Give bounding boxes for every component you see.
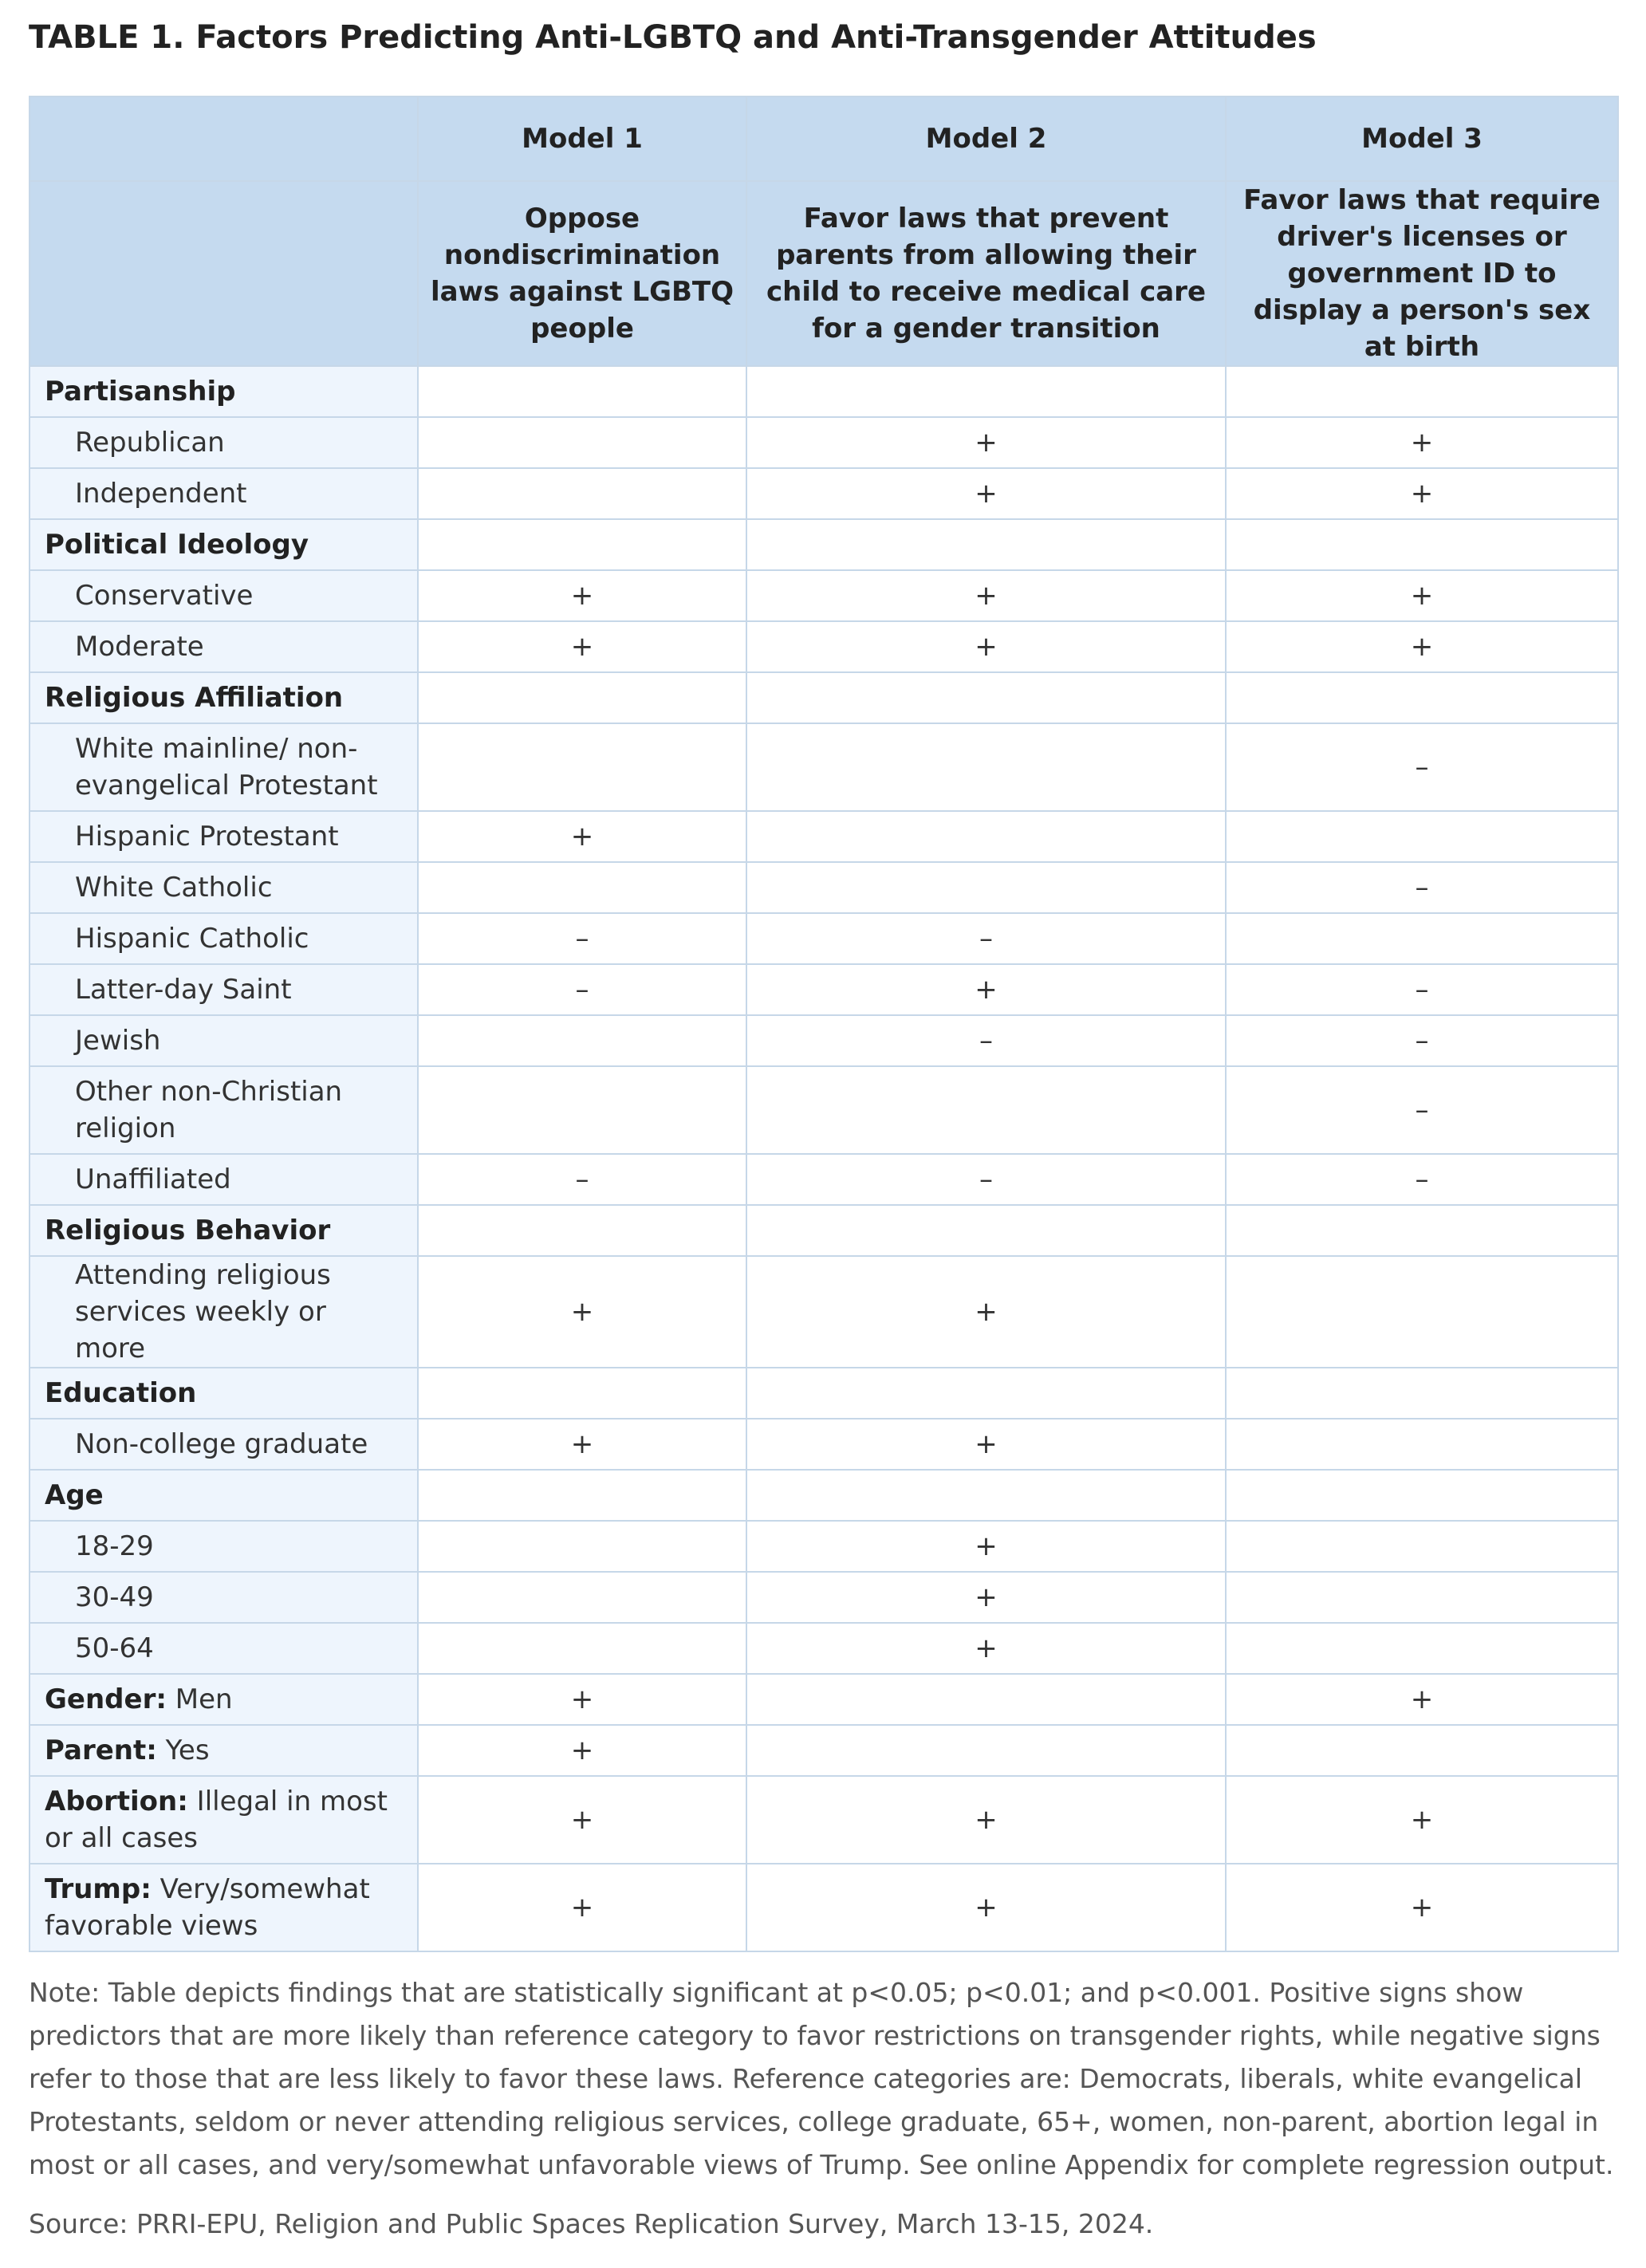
row-label [30, 1470, 418, 1521]
row-label [30, 1776, 418, 1864]
model-2-cell: + [746, 417, 1226, 468]
table-row [30, 1521, 1618, 1572]
table-row [30, 1572, 1618, 1623]
row-label-text: Independent [75, 478, 247, 510]
table-row [30, 1015, 1618, 1066]
row-label [30, 519, 418, 570]
row-label [30, 1572, 418, 1623]
model-1-cell [418, 1205, 746, 1256]
row-label-bold: Parent: [45, 1734, 157, 1766]
row-label-text: Republican [75, 427, 225, 459]
row-label-text: Other non-Christian religion [75, 1076, 343, 1144]
model-1-cell [418, 1623, 746, 1674]
model-3-cell [1226, 1256, 1618, 1368]
table-row [30, 1205, 1618, 1256]
model-3-cell [1226, 1623, 1618, 1674]
row-label-text: Attending religious services weekly or more [75, 1259, 331, 1364]
row-label-text: 30-49 [75, 1581, 154, 1613]
outcome-3-header: Favor laws that require driver's licenses or government ID to display a person's sex at birth [1226, 181, 1618, 366]
row-label-text: Unaffiliated [75, 1164, 231, 1195]
model-3-cell: – [1226, 964, 1618, 1015]
row-label [30, 1154, 418, 1205]
model-2-cell: + [746, 621, 1226, 672]
results-table [29, 96, 1619, 1952]
table-row [30, 1419, 1618, 1470]
model-3-cell [1226, 913, 1618, 964]
model-3-cell: + [1226, 621, 1618, 672]
row-label-text: White Catholic [75, 872, 273, 904]
model-2-cell [746, 723, 1226, 811]
model-3-cell [1226, 1470, 1618, 1521]
row-label [30, 1256, 418, 1368]
model-1-cell [418, 417, 746, 468]
model-3-cell [1226, 672, 1618, 723]
table-note: Note: Table depicts findings that are statistically significant at p<0.05; p<0.01; and p<0.001. Positive signs show predictors that are more likely than reference category to favor restrictions on transgender rights, while negative signs refer to those that are less likely to favor these laws. Reference categories are: Democrats, liberals, white evangelical Protestants, seldom or never attending religious services, college graduate, 65+, women, non-parent, abortion legal in most or all cases, and very/somewhat unfavorable views of Trump. See online Appendix for complete regression output. [29, 1977, 1614, 2180]
table-row [30, 1623, 1618, 1674]
model-1-cell [418, 468, 746, 519]
row-label-text: Yes [156, 1734, 210, 1766]
row-label-bold: Education [45, 1377, 197, 1409]
table-title: TABLE 1. Factors Predicting Anti-LGBTQ and Anti-Transgender Attitudes [29, 19, 1317, 56]
table-row [30, 723, 1618, 811]
row-label-bold: Political Ideology [45, 529, 309, 561]
model-3-cell [1226, 1419, 1618, 1470]
model-2-cell: – [746, 1015, 1226, 1066]
table-row [30, 862, 1618, 913]
model-1-cell: + [418, 1725, 746, 1776]
table-row [30, 964, 1618, 1015]
model-2-cell: – [746, 1154, 1226, 1205]
model-2-cell: + [746, 570, 1226, 621]
row-label-text: Illegal in most or all cases [45, 1786, 388, 1854]
row-label [30, 964, 418, 1015]
row-label-bold: Partisanship [45, 376, 236, 408]
model-3-cell: + [1226, 570, 1618, 621]
model-2-cell [746, 519, 1226, 570]
model-1-cell [418, 1066, 746, 1154]
row-label [30, 862, 418, 913]
model-3-cell [1226, 1725, 1618, 1776]
model-1-cell [418, 366, 746, 417]
model-2-cell [746, 1205, 1226, 1256]
table-row [30, 570, 1618, 621]
model-2-header: Model 2 [746, 96, 1226, 181]
model-1-cell [418, 1015, 746, 1066]
table-source: Source: PRRI-EPU, Religion and Public Spaces Replication Survey, March 13-15, 2024. [29, 2208, 1154, 2239]
table-row [30, 913, 1618, 964]
model-3-cell: + [1226, 1674, 1618, 1725]
table-row [30, 811, 1618, 862]
row-label [30, 1368, 418, 1419]
table-row [30, 1368, 1618, 1419]
row-label-text: 18-29 [75, 1530, 154, 1562]
model-1-cell: – [418, 1154, 746, 1205]
model-2-cell: + [746, 964, 1226, 1015]
model-1-cell: + [418, 1776, 746, 1864]
model-2-cell: + [746, 1419, 1226, 1470]
row-label-bold: Age [45, 1479, 104, 1511]
model-1-cell: + [418, 570, 746, 621]
row-label-text: Latter-day Saint [75, 974, 292, 1006]
model-1-cell: – [418, 913, 746, 964]
model-2-cell [746, 1725, 1226, 1776]
model-1-cell [418, 519, 746, 570]
model-2-cell: + [746, 1521, 1226, 1572]
table-row [30, 519, 1618, 570]
model-1-cell: + [418, 1674, 746, 1725]
model-2-cell: + [746, 1256, 1226, 1368]
model-1-cell: – [418, 964, 746, 1015]
model-1-cell [418, 862, 746, 913]
row-label-bold: Religious Affiliation [45, 682, 344, 714]
table-body [30, 366, 1618, 1951]
model-3-cell: – [1226, 723, 1618, 811]
model-1-cell: + [418, 621, 746, 672]
row-label-text: Non-college graduate [75, 1428, 368, 1460]
row-label-bold: Trump: [45, 1873, 152, 1905]
model-1-cell: + [418, 1256, 746, 1368]
row-label [30, 913, 418, 964]
model-3-cell: – [1226, 862, 1618, 913]
row-label [30, 417, 418, 468]
model-3-cell [1226, 1368, 1618, 1419]
row-label-text: Hispanic Protestant [75, 821, 339, 852]
table-row [30, 1256, 1618, 1368]
model-3-cell: + [1226, 417, 1618, 468]
outcome-2-header: Favor laws that prevent parents from allowing their child to receive medical care for a gender transition [746, 181, 1226, 366]
model-1-cell: + [418, 811, 746, 862]
model-1-cell: + [418, 1419, 746, 1470]
model-2-cell: + [746, 1864, 1226, 1951]
model-3-cell [1226, 519, 1618, 570]
row-label [30, 1419, 418, 1470]
model-1-header: Model 1 [418, 96, 746, 181]
outcome-1-header: Oppose nondiscrimination laws against LGBTQ people [418, 181, 746, 366]
model-3-cell: – [1226, 1015, 1618, 1066]
table-row [30, 468, 1618, 519]
row-label [30, 723, 418, 811]
table-row [30, 417, 1618, 468]
model-1-cell [418, 1368, 746, 1419]
row-label [30, 1725, 418, 1776]
model-2-cell [746, 366, 1226, 417]
row-label [30, 570, 418, 621]
row-label [30, 1205, 418, 1256]
row-label-text: 50-64 [75, 1632, 154, 1664]
model-3-cell: + [1226, 1776, 1618, 1864]
row-label [30, 1015, 418, 1066]
row-label-text: Men [166, 1683, 233, 1715]
row-label [30, 621, 418, 672]
model-3-cell [1226, 811, 1618, 862]
table-row [30, 1470, 1618, 1521]
model-2-cell [746, 862, 1226, 913]
model-3-header: Model 3 [1226, 96, 1618, 181]
model-2-cell [746, 672, 1226, 723]
row-label-text: White mainline/ non-evangelical Protestant [75, 733, 378, 801]
model-2-cell: + [746, 1776, 1226, 1864]
row-label-bold: Religious Behavior [45, 1215, 331, 1246]
model-2-cell: + [746, 1572, 1226, 1623]
outcome-corner [30, 181, 418, 366]
model-1-cell [418, 1470, 746, 1521]
model-2-cell: + [746, 1623, 1226, 1674]
table-row [30, 1066, 1618, 1154]
model-2-cell [746, 1674, 1226, 1725]
model-2-cell [746, 811, 1226, 862]
model-1-cell: + [418, 1864, 746, 1951]
row-label [30, 1674, 418, 1725]
row-label [30, 1521, 418, 1572]
table-row [30, 672, 1618, 723]
model-2-cell [746, 1368, 1226, 1419]
row-label-text: Moderate [75, 631, 204, 663]
row-label-text: Conservative [75, 580, 254, 612]
model-3-cell: – [1226, 1154, 1618, 1205]
row-label [30, 1623, 418, 1674]
row-label-text: Hispanic Catholic [75, 923, 309, 955]
row-label-text: Jewish [75, 1025, 161, 1057]
table-row [30, 1725, 1618, 1776]
row-label [30, 672, 418, 723]
row-label-bold: Gender: [45, 1683, 167, 1715]
row-label-bold: Abortion: [45, 1786, 188, 1817]
row-label [30, 468, 418, 519]
row-label [30, 811, 418, 862]
model-3-cell [1226, 1205, 1618, 1256]
model-2-cell [746, 1066, 1226, 1154]
model-2-cell: – [746, 913, 1226, 964]
table-row [30, 621, 1618, 672]
table-row [30, 1776, 1618, 1864]
model-3-cell: + [1226, 468, 1618, 519]
model-1-cell [418, 1521, 746, 1572]
model-1-cell [418, 723, 746, 811]
model-2-cell: + [746, 468, 1226, 519]
model-3-cell [1226, 366, 1618, 417]
row-label-text: Very/somewhat favorable views [45, 1873, 370, 1942]
model-header-row [30, 96, 1618, 181]
model-1-cell [418, 672, 746, 723]
model-2-cell [746, 1470, 1226, 1521]
outcome-header-row [30, 181, 1618, 366]
row-label [30, 1066, 418, 1154]
model-3-cell: + [1226, 1864, 1618, 1951]
model-1-cell [418, 1572, 746, 1623]
table-row [30, 1864, 1618, 1951]
row-label [30, 366, 418, 417]
model-3-cell: – [1226, 1066, 1618, 1154]
model-3-cell [1226, 1572, 1618, 1623]
table-row [30, 1154, 1618, 1205]
header-corner [30, 96, 418, 181]
model-3-cell [1226, 1521, 1618, 1572]
row-label [30, 1864, 418, 1951]
table-row [30, 366, 1618, 417]
table-row [30, 1674, 1618, 1725]
